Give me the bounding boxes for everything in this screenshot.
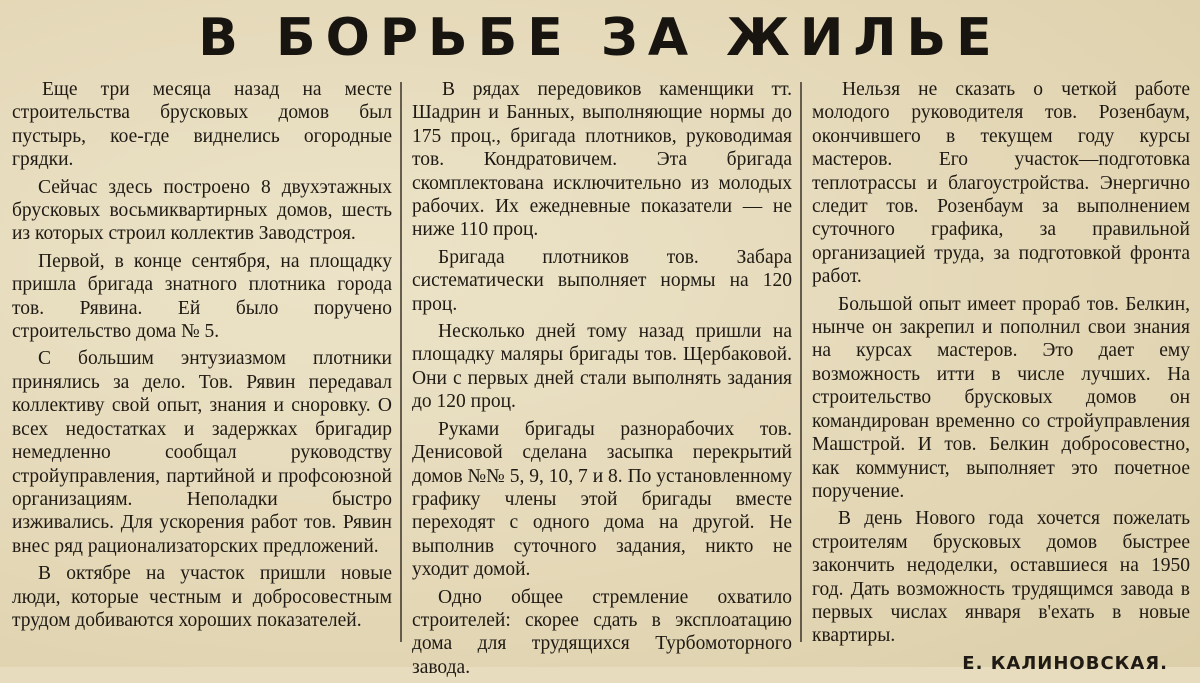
article-column-2 [412, 78, 792, 683]
paragraph: Еще три месяца назад на месте строительства брусковых домов был пустырь, кое-где виднелись огородные грядки. [12, 79, 392, 171]
paragraph: Нельзя не сказать о четкой работе молодого руководителя тов. Розенбаум, окончившего в текущем году курсы мастеров. Его участок—подготовка теплотрассы и благоустройства. Энергично следит тов. Розенбаум за выполнением суточного графика, за правильной организацией труда, за подготовкой фронта работ. [812, 79, 1190, 288]
paragraph: В рядах передовиков каменщики тт. Шадрин и Банных, выполняющие нормы до 175 проц., бригада плотников, руководимая тов. Кондратовичем. Эта бригада скомплектована исключительно из молодых рабочих. Их ежедневные показатели — не ниже 110 проц. [412, 79, 792, 241]
headline: В БОРЬБЕ ЗА ЖИЛЬЕ [198, 8, 1002, 68]
paragraph: В день Нового года хочется пожелать строителям брусковых домов быстрее закончить недоделки, оставшиеся на 1950 год. Дать возможность трудящимся завода в первых числах января в'ехать в новые квартиры. [812, 508, 1190, 647]
author-signature: Е. КАЛИНОВСКАЯ. [962, 652, 1168, 674]
paragraph: Бригада плотников тов. Забара систематически выполняет нормы на 120 проц. [412, 246, 792, 315]
paragraph: Большой опыт имеет прораб тов. Белкин, нынче он закрепил и пополнил свои знания на курсах мастеров. Это дает ему возможность итти в числе лучших. На строительство брусковых домов он командирован временно со стройуправления Машстрой. И тов. Белкин добросовестно, как коммунист, выполняет это почетное поручение. [812, 293, 1190, 502]
paragraph: С большим энтузиазмом плотники принялись за дело. Тов. Рявин передавал коллективу свой опыт, знания и сноровку. О всех недостатках и задержках бригадир немедленно сообщал руководству стройуправления, партийной и профсоюзной организациям. Неполадки быстро изживались. Для ускорения работ тов. Рявин внес ряд рационализаторских предложений. [12, 348, 392, 557]
column-divider [400, 82, 402, 642]
article-column-3 [812, 78, 1190, 675]
paragraph: В октябре на участок пришли новые люди, которые честным и добросовестным трудом добиваются хороших показателей. [12, 563, 392, 631]
column-divider [800, 82, 802, 642]
paragraph: Несколько дней тому назад пришли на площадку маляры бригады тов. Щербаковой. Они с первых дней стали выполнять задания до 120 проц. [412, 321, 792, 413]
article-column-1 [12, 78, 392, 636]
paragraph: Одно общее стремление охватило строителей: скорее сдать в эксплоатацию дома для трудящихся Турбомоторного завода. [412, 586, 792, 678]
paragraph: Сейчас здесь построено 8 двухэтажных брусковых восьмиквартирных домов, шесть из которых строил коллектив Заводстроя. [12, 176, 392, 245]
paragraph: Первой, в конце сентября, на площадку пришла бригада знатного плотника города тов. Рявина. Ей было поручено строительство дома № 5. [12, 250, 392, 343]
paragraph: Руками бригады разнорабочих тов. Денисовой сделана засыпка перекрытий домов №№ 5, 9, 10, 7 и 8. По установленному графику члены этой бригады вместе переходят с одного дома на другой. Не выполнив суточного задания, никто не уходит домой. [412, 418, 792, 581]
